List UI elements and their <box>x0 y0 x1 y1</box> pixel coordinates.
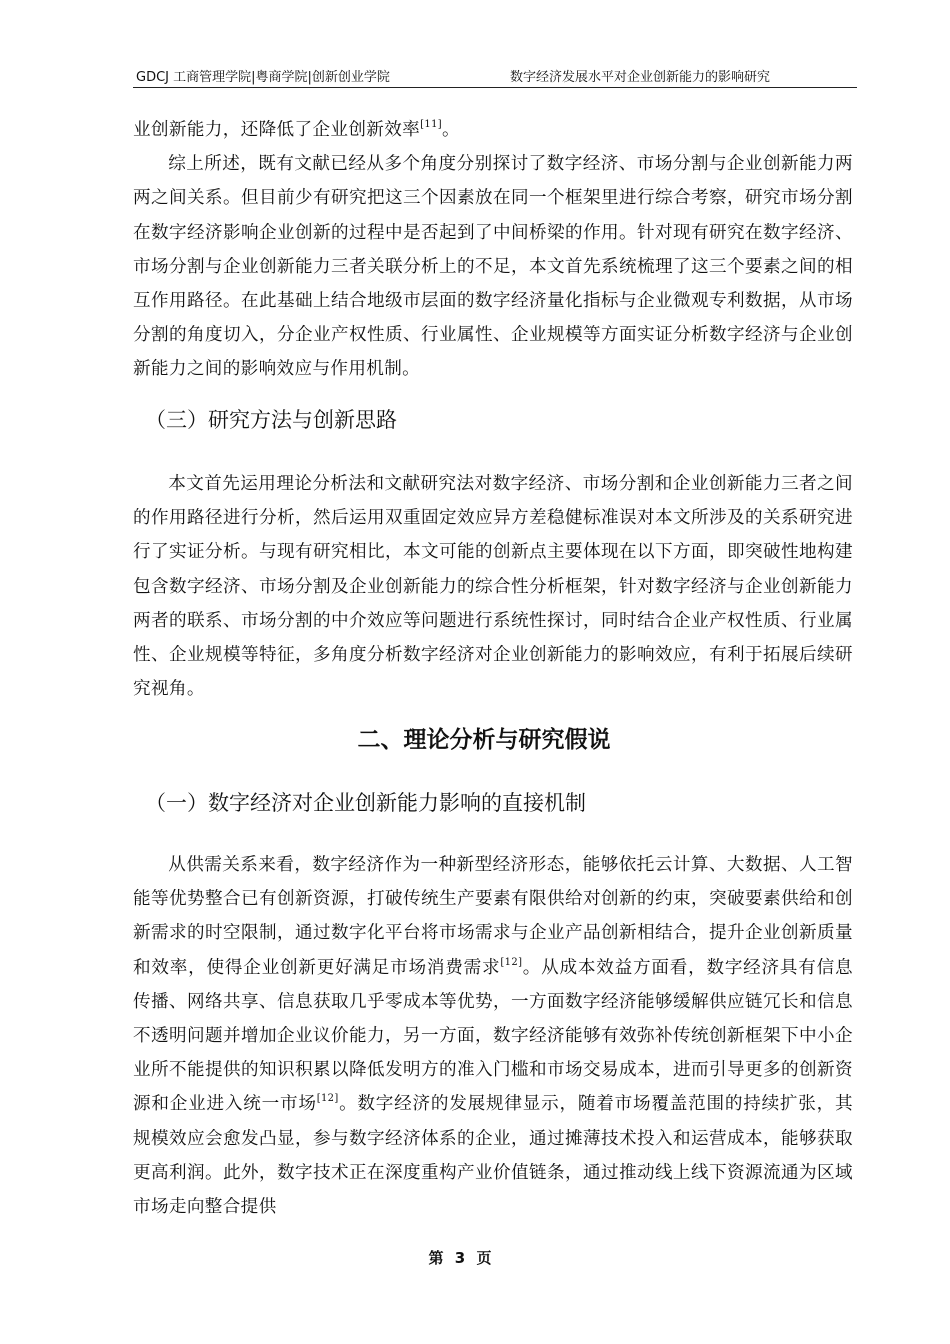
citation-11[interactable]: [11] <box>420 119 443 130</box>
page-prefix: 第 <box>428 1249 444 1267</box>
intro-tail-block <box>133 113 853 387</box>
paragraph-continued: 业创新能力，还降低了企业创新效率[11]。 <box>133 119 460 140</box>
header-institution: GDCJ 工商管理学院|粤商学院|创新创业学院 <box>136 70 390 85</box>
page-number-footer <box>0 1248 950 1268</box>
citation-12[interactable]: [12] <box>500 956 523 968</box>
page-number: 3 <box>454 1249 466 1267</box>
header-paper-title: 数字经济发展水平对企业创新能力的影响研究 <box>510 70 771 85</box>
paragraph-direct-mechanism: 从供需关系来看，数字经济作为一种新型经济形态，能够依托云计算、大数据、人工智能等优势整合已有创新资源，打破传统生产要素有限供给对创新的约束，突破要素供给和创新需求的时空限制，通过数字化平台将市场需求与企业产品创新相结合，提升企业创新质量和效率，使得企业创新更好满足市场消费需求[12]。从成本效益方面看，数字经济具有信息传播、网络共享、信息获取几乎零成本等优势，一方面数字经济能够缓解供应链冗长和信息不透明问题并增加企业议价能力，另一方面，数字经济能够有效弥补传统创新框架下中小企业所不能提供的知识积累以降低发明方的准入门槛和市场交易成本，进而引导更多的创新资源和企业进入统一市场[12]。数字经济的发展规律显示，随着市场覆盖范围的持续扩张，其规模效应会愈发凸显，参与数字经济体系的企业，通过摊薄技术投入和运营成本，能够获取更高利润。此外，数字技术正在深度重构产业价值链条，通过推动线上线下资源流通为区域市场走向整合提供 <box>133 855 853 1218</box>
chapter-heading: 二、理论分析与研究假说 <box>357 727 611 753</box>
direct-mechanism-block <box>133 848 853 1224</box>
section-heading-methods: （三）研究方法与创新思路 <box>145 408 397 432</box>
methods-block <box>133 467 853 706</box>
citation-12-second[interactable]: [12] <box>316 1093 339 1105</box>
subsection-heading-direct-mechanism: （一）数字经济对企业创新能力影响的直接机制 <box>145 791 586 815</box>
paragraph-summary: 综上所述，既有文献已经从多个角度分别探讨了数字经济、市场分割与企业创新能力两两之间关系。但目前少有研究把这三个因素放在同一个框架里进行综合考察，研究市场分割在数字经济影响企业创新的过程中是否起到了中间桥梁的作用。针对现有研究在数字经济、市场分割与企业创新能力三者关联分析上的不足，本文首先系统梳理了这三个要素之间的相互作用路径。在此基础上结合地级市层面的数字经济量化指标与企业微观专利数据，从市场分割的角度切入，分企业产权性质、行业属性、企业规模等方面实证分析数字经济与企业创新能力之间的影响效应与作用机制。 <box>133 154 853 380</box>
running-header <box>133 69 857 88</box>
page-suffix: 页 <box>476 1249 492 1267</box>
paragraph-methods: 本文首先运用理论分析法和文献研究法对数字经济、市场分割和企业创新能力三者之间的作用路径进行分析，然后运用双重固定效应异方差稳健标准误对本文所涉及的关系研究进行了实证分析。与现有研究相比，本文可能的创新点主要体现在以下方面，即突破性地构建包含数字经济、市场分割及企业创新能力的综合性分析框架，针对数字经济与企业创新能力两者的联系、市场分割的中介效应等问题进行系统性探讨，同时结合企业产权性质、行业属性、企业规模等特征，多角度分析数字经济对企业创新能力的影响效应，有利于拓展后续研究视角。 <box>133 474 853 700</box>
